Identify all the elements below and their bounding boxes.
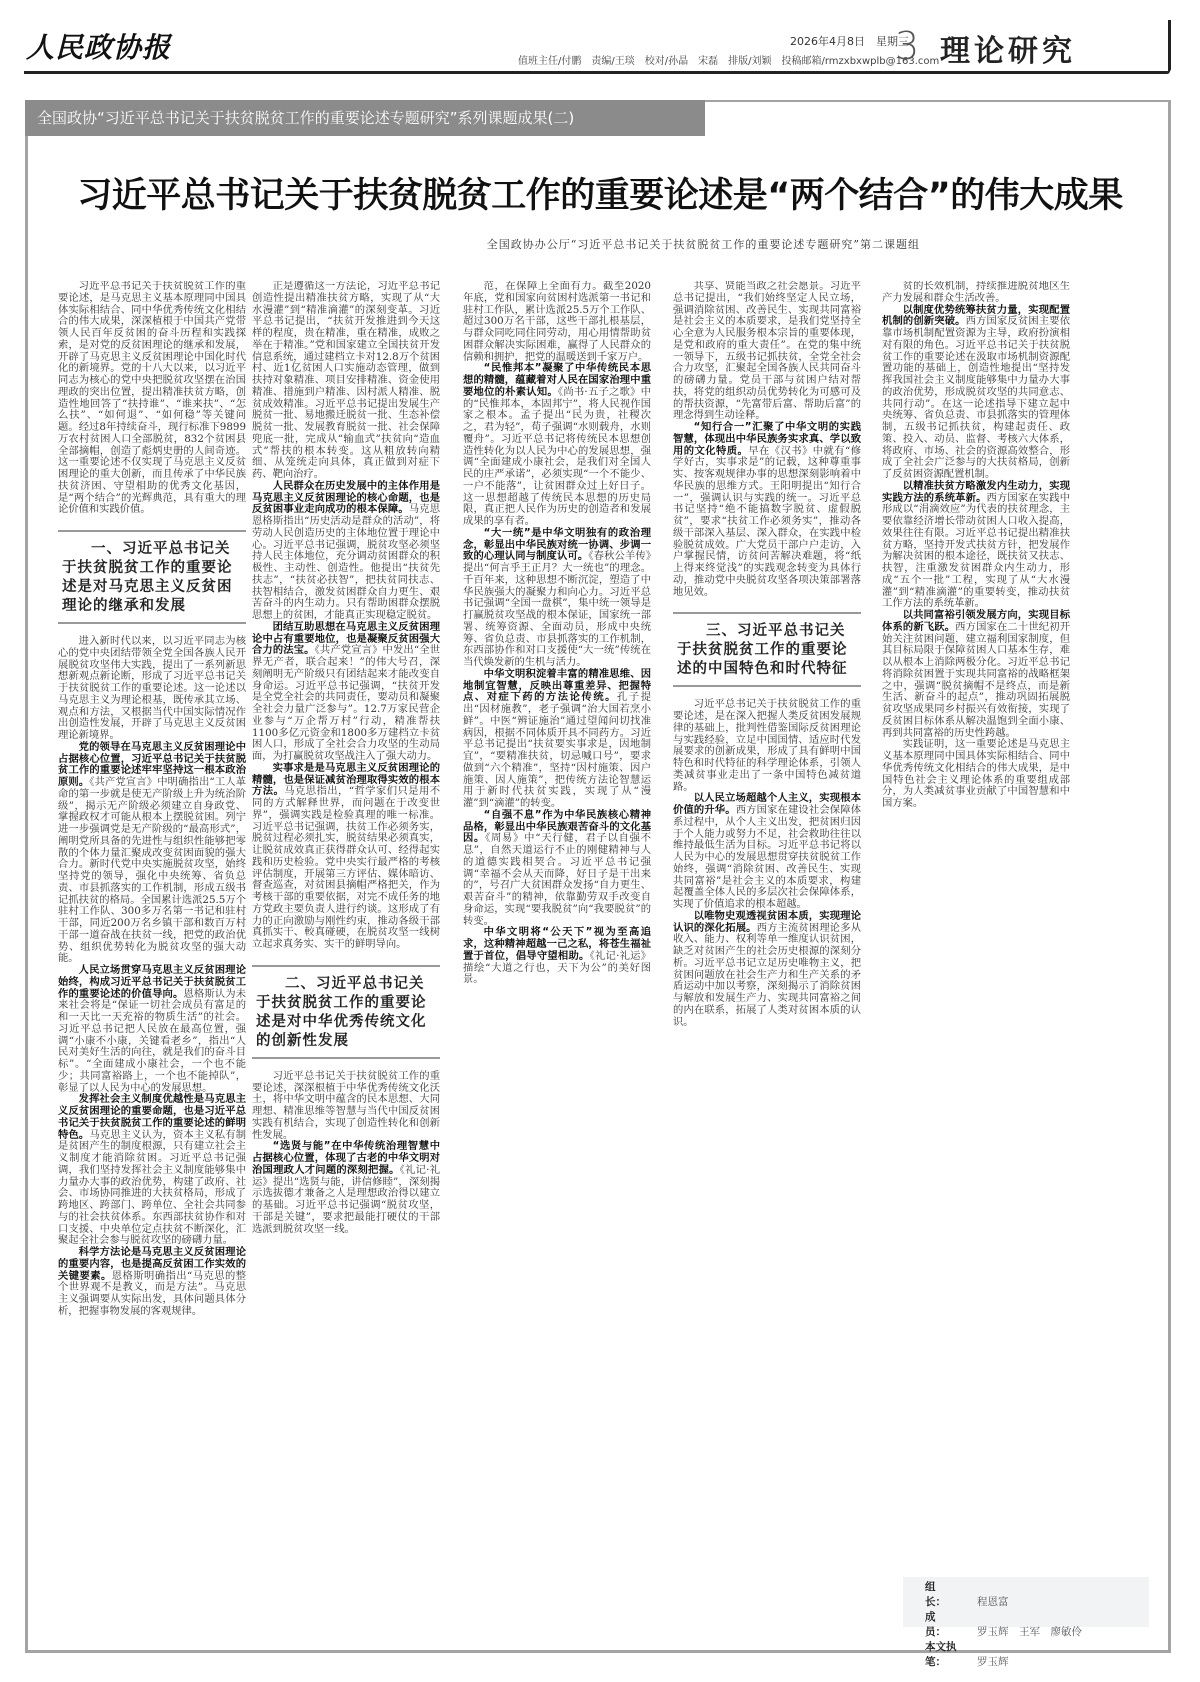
paragraph-text: 西方国家在实践中形成以“涓滴效应”为代表的扶贫理念，主要依靠经济增长带动贫困人口收入提高，效果往往有限。习近平总书记提出精准扶贫方略，坚持开发式扶贫方针，把发展作为解决贫困的根本途径，既扶贫又扶志、扶智，注重激发贫困群众内生动力，形成“五个一批”工程，实现了从“大水漫灌”到“精准滴灌”的重要转变，推动扶贫工作方法的系统革新。 <box>882 491 1070 610</box>
masthead-rule-corner <box>1168 20 1171 72</box>
paragraph-text: 马克思主义认为，资本主义私有制是贫困产生的制度根源，只有建立社会主义制度才能消除贫困。习近平总书记强调，我们坚持发挥社会主义制度能够集中力量办大事的政治优势，构建了政府、社会、市场协同推进的大扶贫格局，形成了跨地区、跨部门、跨单位、全社会共同参与的社会扶贫体系。东西部扶贫协作和对口支援、中央单位定点扶贫不断深化，汇聚起全社会参与脱贫攻坚的磅礴力量。 <box>58 1128 246 1247</box>
paragraph <box>58 1247 246 1318</box>
series-banner: 全国政协“习近平总书记关于扶贫脱贫工作的重要论述专题研究”系列课题成果(二) <box>25 100 705 136</box>
text-column <box>252 281 440 1571</box>
paragraph-text: 《尚书·五子之歌》中的“民惟邦本，本固邦宁”，将人民视作国家之根本。孟子提出“民为贵，社稷次之，君为轻”，荀子强调“水则载舟，水则覆舟”。习近平总书记将传统民本思想创造性转化为以人民为中心的发展思想，强调“全面建成小康社会，是我们对全国人民的庄严承诺”，必须实现“一个不能少、一户不能落”，让贫困群众过上好日子。这一思想超越了传统民本思想的历史局限，真正把人民作为历史的创造者和发展成果的享有者。 <box>463 385 651 527</box>
paragraph <box>673 911 861 1029</box>
paragraph-lead: “自强不息”作为中华民族核心精神品格，彰显出中华民族艰苦奋斗的文化基因。 <box>463 808 651 845</box>
paragraph-lead: 发挥社会主义制度优越性是马克思主义反贫困理论的重要命题，也是习近平总书记关于扶贫脱贫工作的重要论述的鲜明特色。 <box>58 1093 246 1141</box>
credit-label: 组 长： <box>925 1581 957 1608</box>
paragraph-lead: 以制度优势统筹扶贫力量，实现配置机制的创新突破。 <box>882 303 1070 328</box>
section-name: 理论研究 <box>940 34 1076 69</box>
paragraph <box>673 793 861 911</box>
credit-value: 程恩富 <box>977 1596 1009 1608</box>
paragraph-lead: 以精准扶贫方略激发内生动力，实现实践方法的系统革新。 <box>882 479 1070 504</box>
paragraph <box>58 281 246 516</box>
credit-value: 罗玉辉 王军 廖敏伶 <box>977 1626 1082 1638</box>
paragraph-text: 习近平总书记关于扶贫脱贫工作的重要论述，深深根植于中华优秀传统文化沃土，将中华文明中蕴含的民本思想、大同理想、精准思维等智慧与当代中国反贫困实践有机结合，实现了创造性转化和创新性发展。 <box>252 1069 440 1141</box>
paragraph-text: 马克思指出，“哲学家们只是用不同的方式解释世界，而问题在于改变世界”，强调实践是检验真理的唯一标准。习近平总书记强调，扶贫工作必须务实，脱贫过程必须扎实，脱贫结果必须真实，让脱贫成效真正获得群众认可、经得起实践和历史检验。党中央实行最严格的考核评估制度，开展第三方评估、媒体暗访、督查巡查，对贫困县摘帽严格把关，作为考核干部的重要依据，对完不成任务的地方党政主要负责人进行约谈。这形成了有力的正向激励与刚性约束，推动各级干部真抓实干、較真碰硬，在脱贫攻坚一线树立起求真务实、实干的鲜明导向。 <box>252 785 440 950</box>
paragraph <box>252 1141 440 1235</box>
paragraph <box>58 636 246 742</box>
paragraph-lead: “选贤与能”在中华传统治理智慧中占据核心位置，体现了古老的中华文明对治国理政人才问题的深刻把握。 <box>252 1140 440 1176</box>
paragraph-text: 马克思恩格斯指出“历史活动是群众的活动”，将劳动人民创造历史的主体地位置于理论中心。习近平总书记强调，脱贫攻坚必须坚持人民主体地位，充分调动贫困群众的积极性、主动性、创造性。他提出“扶贫先扶志”，“扶贫必扶智”，把扶贫同扶志、扶智相结合，激发贫困群众自力更生、艰苦奋斗的内生动力。只有帮助困群众摆脱思想上的贫困，才能真正实现稳定脱贫。 <box>252 503 440 621</box>
paragraph-text: 西方国家在二十世纪初开始关注贫困问题，建立福利国家制度，但其目标局限于保障贫困人口基本生存，难以从根本上消除两极分化。习近平总书记将消除贫困置于实现共同富裕的战略框架之中，强调“脱贫摘帽不是终点，而是新生活、新奋斗的起点”，推动巩固拓展脱贫攻坚成果同乡村振兴有效衔接，实现了反贫困目标体系从解决温饱到全面小康、再到共同富裕的历史性跨越。 <box>882 620 1070 739</box>
paragraph-text: 西方国家在建设社会保障体系过程中，从个人主义出发，把贫困归因于个人能力或努力不足，社会救助往往以维持最低生活为目标。习近平总书记将以人民为中心的发展思想贯穿扶贫脱贫工作始终，强调“消除贫困、改善民生、实现共同富裕”是社会主义的本质要求，构建起覆盖全体人民的多层次社会保障体系，实现了价值追求的根本超越。 <box>673 804 861 910</box>
paragraph-text: 西方国家反贫困主要依靠市场机制配置资源为主导，政府扮演相对有限的角色。习近平总书记关于扶贫脱贫工作的重要论述在汲取市场机制资源配置功能的基础上，创造性地提出“坚持发挥我国社会主义制度能够集中力量办大事的政治优势，形成脱贫攻坚的共同意志、共同行动”。在这一论述指导下建立起中央统筹、省负总责、市县抓落实的管理体制，五级书记抓扶贫，构建起责任、政策、投入、动员、监督、考核六大体系，将政府、市场、社会的资源高效整合，形成了全社会广泛参与的大扶贫格局，创新了反贫困资源配置机制。 <box>882 315 1070 480</box>
text-column <box>58 281 246 1571</box>
paragraph <box>463 363 651 528</box>
paragraph-lead: 人民群众在历史发展中的主体作用是马克思主义反贫困理论的核心命题，也是反贫困事业走向成功的根本保障。 <box>252 479 440 516</box>
paragraph-text: 习近平总书记关于扶贫脱贫工作的重要论述，是马克思主义基本原理同中国具体实际相结合、同中华优秀传统文化相结合的伟大成果，深深植根于中国共产党带领人民百年反贫困的奋斗历程和实践探索，是对党的反贫困理论的继承和发展，开辟了马克思主义反贫困理论中国化时代化的新境界。党的十八大以来，以习近平同志为核心的党中央把脱贫攻坚摆在治国理政的突出位置，提出精准扶贫方略，创造性地回答了“扶持谁”、“谁来扶”、“怎么扶”、“如何退”、“如何稳”等关键问题。经过8年持续奋斗，现行标准下9899万农村贫困人口全部脱贫，832个贫困县全部摘帽，创造了彪炳史册的人间奇迹。这一重要论述不仅实现了马克思主义反贫困理论的重大创新，而且传承了中华民族扶贫济困、守望相助的优秀文化基因，是“两个结合”的光辉典范，具有重大的理论价值和实践价值。 <box>58 281 246 516</box>
paragraph-lead: 团结互助思想在马克思主义反贫困理论中占有重要地位，也是凝聚反贫困强大合力的法宝。 <box>252 620 440 657</box>
paragraph <box>463 669 651 810</box>
editorial-staff-line: 值班主任/付鹏 责编/王琰 校对/孙晶 宋磊 排版/刘颖 投稿邮箱/rmzxbxwplb@163.com <box>518 56 940 67</box>
paragraph-text: 恩格斯明确指出“马克思的整个世界观不是教义，而是方法”。马克思主义强调要从实际出发，具体问题具体分析，把握事物发展的客观规律。 <box>58 1269 246 1317</box>
paragraph-text: 恩格斯认为未来社会将是“保证一切社会成员有富足的和一天比一天充裕的物质生活”的社会。习近平总书记把人民放在最高位置，强调“小康不小康，关键看老乡”，指出“人民对美好生活的向往，就是我们的奋斗目标”。“全面建成小康社会，一个也不能少；共同富裕路上，一个也不能掉队”，彰显了以人民为中心的发展思想。 <box>58 987 246 1094</box>
section-heading: 一、习近平总书记关于扶贫脱贫工作的重要论述是对马克思主义反贫困理论的继承和发展 <box>58 530 246 624</box>
paragraph-text: 《礼记·礼运》提出“选贤与能，讲信修睦”，深刻揭示选拔德才兼备之人是理想政治得以建立的基础。习近平总书记强调“脱贫攻坚，干部是关键”，要求把最能打硬仗的干部选派到脱贫攻坚一线。 <box>252 1163 440 1235</box>
paragraph-lead: “大一统”是中华文明独有的政治理念，彰显出中华民族对统一协调、步调一致的心理认同与制度认可。 <box>463 526 651 563</box>
paragraph <box>58 742 246 965</box>
credits-box <box>903 1577 1149 1668</box>
paragraph-lead: 中华文明将“公天下”视为至高追求，这种精神超越一己之私，将苍生福祉置于首位，倡导守望相助。 <box>463 926 651 962</box>
credit-line <box>925 1640 1149 1670</box>
paragraph <box>463 927 651 986</box>
paragraph-text: 范，在保障上全面有力。截至2020年底，党和国家向贫困村选派第一书记和驻村工作队，累计选派25.5万个工作队、超过300万名干部，这些干部扎根基层，与群众同吃同住同劳动，用心用情帮助贫困群众解决实际困难，赢得了人民群众的信赖和拥护，把党的温暖送到千家万户。 <box>463 281 651 363</box>
paragraph-text: 共享、贤能当政之社会愿景。习近平总书记提出，“我们始终坚定人民立场，强调消除贫困、改善民生、实现共同富裕是社会主义的本质要求，是我们党坚持全心全意为人民服务根本宗旨的重要体现，是党和政府的重大责任”。在党的集中统一领导下，五级书记抓扶贫，全党全社会合力攻坚，汇聚起全国各族人民共同奋斗的磅礴力量。党员干部与贫困户结对帮扶，将党的组织动员优势转化为可感可及的帮扶资源，“先富带后富、帮助后富”的理念得到生动诠释。 <box>673 281 861 422</box>
credit-label: 成 员： <box>925 1611 957 1638</box>
paragraph <box>673 699 861 793</box>
paragraph-text: 《周易》中“天行健，君子以自强不息”，自然天道运行不止的刚健精神与人的道德实践相契合。习近平总书记强调“幸福不会从天而降，好日子是干出来的”，号召广大贫困群众发扬“自力更生、艰苦奋斗”的精神，依靠勤劳双手改变自身命运，实现“要我脱贫”向“我要脱贫”的转变。 <box>463 832 651 927</box>
paragraph <box>252 1071 440 1142</box>
paragraph-text: 《春秋公羊传》提出“何言乎王正月？大一统也”的理念。千百年来，这种思想不断沉淀，塑造了中华民族强大的凝聚力和向心力。习近平总书记强调“全国一盘棋”，集中统一领导是打赢脱贫攻坚战的根本保证，国家统一部署、统筹资源、全面动员，形成中央统筹、省负总责、市县抓落实的工作机制，东西部协作和对口支援使“大一统”传统在当代焕发新的生机与活力。 <box>463 550 651 668</box>
paragraph-lead: “知行合一”汇聚了中华文明的实践智慧，体现出中华民族务实求真、学以致用的文化特质。 <box>673 421 861 457</box>
paragraph <box>252 622 440 763</box>
credit-value: 罗玉辉 <box>977 1656 1009 1668</box>
paragraph-text: 《共产党宣言》中明确指出“工人革命的第一步就是使无产阶级上升为统治阶级”，揭示无产阶级必须建立自身政党、掌握政权才可能从根本上摆脱贫困。列宁进一步强调党是无产阶级的“最高形式”，阐明党所具备的先进性与组织性能够把零散的个体力量汇聚成改变贫困面貌的强大合力。新时代党中央实施脱贫攻坚，始终坚持党的领导，强化中央统筹、省负总责、市县抓落实的工作机制，形成五级书记抓扶贫的格局。全国累计选派25.5万个驻村工作队、300多万名第一书记和驻村干部，同近200万名乡镇干部和数百万村干部一道奋战在扶贫一线，把党的政治优势、组织优势转化为脱贫攻坚的强大动能。 <box>58 776 246 965</box>
paragraph-text: 贫的长效机制，持续推进脱贫地区生产力发展和群众生活改善。 <box>882 281 1070 304</box>
paragraph-lead: 以共同富裕引领发展方向，实现目标体系的新飞跃。 <box>882 609 1070 633</box>
paragraph-text: 《共产党宣言》中发出“全世界无产者，联合起来！”的伟大号召，深刻阐明无产阶级只有团结起来才能改变自身命运。习近平总书记强调，“扶贫开发是全党全社会的共同责任，要动员和凝聚全社会力量广泛参与”。12.7万家民营企业参与“万企帮万村”行动，精准帮扶1100多亿元资金和1800多万建档立卡贫困人口，形成了全社会合力攻坚的生动局面，为打赢脱贫攻坚战注入了强大动力。 <box>252 644 440 762</box>
paragraph <box>252 763 440 951</box>
text-column <box>463 281 651 1571</box>
paragraph-lead: 党的领导在马克思主义反贫困理论中占据核心位置，习近平总书记关于扶贫脱贫工作的重要论述牢牢坚持这一根本政治原则。 <box>58 740 246 788</box>
credit-line <box>925 1580 1149 1610</box>
credit-line <box>925 1610 1149 1640</box>
paragraph <box>882 281 1070 305</box>
paragraph-text: 《礼记·礼运》描绘“大道之行也，天下为公”的美好图景。 <box>463 949 651 986</box>
paragraph <box>58 965 246 1094</box>
paragraph-text: 实践证明，这一重要论述是马克思主义基本原理同中国具体实际相结合、同中华优秀传统文化相结合的伟大成果，是中国特色社会主义理论体系的重要组成部分，为人类减贫事业贡献了中国智慧和中国方案。 <box>882 738 1070 809</box>
paragraph-text: 孔子提出“因材施教”，老子强调“治大国若烹小鲜”。中医“辨证施治”通过望闻问切找准病因，根据不同体质开具不同药方。习近平总书记提出“扶贫要实事求是，因地制宜”，“要精准扶贫，切忌喊口号”，要求做到“六个精准”，坚持“因村施策、因户施策、因人施策”，把传统方法论智慧运用于新时代扶贫实践，实现了从“漫灌”到“滴灌”的转变。 <box>463 691 651 809</box>
paragraph-lead: 中华文明积淀着丰富的精准思维、因地制宜智慧，反映出尊重差异、把握特点、对症下药的方法论传统。 <box>463 667 651 704</box>
paragraph <box>882 481 1070 610</box>
paragraph <box>252 281 440 481</box>
article-title: 习近平总书记关于扶贫脱贫工作的重要论述是“两个结合”的伟大成果 <box>77 176 1123 216</box>
paragraph-lead: “民惟邦本”凝聚了中华传统民本思想的精髓，蕴藏着对人民在国家治理中重要地位的朴素认知。 <box>463 362 651 398</box>
paragraph <box>463 810 651 928</box>
paragraph <box>673 422 861 598</box>
paragraph-text: 西方主流贫困理论多从收入、能力、权利等单一维度认识贫困，缺乏对贫困产生的社会历史根源的深刻分析。习近平总书记立足历史唯物主义，把贫困问题放在社会生产力和生产关系的矛盾运动中加以考察，深刻揭示了消除贫困与解放和发展生产力、实现共同富裕之间的内在联系，拓展了人类对贫困本质的认识。 <box>673 921 861 1028</box>
paragraph <box>882 739 1070 810</box>
issue-date: 2026年4月8日 星期三 <box>790 35 909 48</box>
paragraph-text: 进入新时代以来，以习近平同志为核心的党中央团结带领全党全国各族人民开展脱贫攻坚伟大实践，提出了一系列新思想新观点新论断，形成了习近平总书记关于扶贫脱贫工作的重要论述。这一论述以马克思主义为理论根基，既传承其立场、观点和方法，又根据当代中国实际情况作出创造性发展，开辟了马克思主义反贫困理论新境界。 <box>58 635 246 741</box>
paragraph-text: 早在《汉书》中就有“修学好古，实事求是”的记载，这种尊重事实、按客观规律办事的思想深刻影响着中华民族的思维方式。王阳明提出“知行合一”，强调认识与实践的统一。习近平总书记坚持“绝不能搞数字脱贫、虚假脱贫”，要求“扶贫工作必须务实”，推动各级干部深入基层、深入群众，在实践中检验脱贫成效。广大党员干部户户走访，入户掌握民情，访贫问苦解决难题，将“纸上得来终觉浅”的实践观念转变为具体行动，推动党中央脱贫攻坚各项决策部署落地见效。 <box>673 444 861 598</box>
text-column <box>882 281 1070 1571</box>
paragraph <box>252 481 440 622</box>
credit-label: 本文执笔： <box>925 1641 957 1668</box>
section-heading: 二、习近平总书记关于扶贫脱贫工作的重要论述是对中华优秀传统文化的创新性发展 <box>252 965 440 1059</box>
text-column <box>673 281 861 1571</box>
masthead-rule <box>24 71 1170 74</box>
newspaper-logo: 人民政协报 <box>26 31 172 64</box>
paragraph-lead: 科学方法论是马克思主义反贫困理论的重要内容，也是提高反贫困工作实效的关键要素。 <box>58 1246 246 1282</box>
paragraph-lead: 以唯物史观透视贫困本质，实现理论认识的深化拓展。 <box>673 909 861 934</box>
section-heading: 三、习近平总书记关于扶贫脱贫工作的重要论述的中国特色和时代特征 <box>673 612 861 687</box>
paragraph <box>58 1094 246 1247</box>
paragraph <box>882 610 1070 739</box>
paragraph-text: 正是遵循这一方法论，习近平总书记创造性提出精准扶贫方略，实现了从“大水漫灌”到“精准滴灌”的深刻变革。习近平总书记提出，“扶贫开发推进到今天这样的程度，贵在精准，重在精准，成败之举在于精准。”党和国家建立全国扶贫开发信息系统，通过建档立卡对12.8万个贫困村、近1亿贫困人口实施动态管理，做到扶持对象精准、项目安排精准、资金使用精准、措施到户精准、因村派人精准、脱贫成效精准。习近平总书记提出发展生产脱贫一批、易地搬迁脱贫一批、生态补偿脱贫一批、发展教育脱贫一批、社会保障兜底一批，完成从“输血式”扶贫向“造血式”帮扶的根本转变。这从粗放转向精细、从笼统走向具体，真正做到对症下药、靶向治疗。 <box>252 281 440 480</box>
paragraph <box>673 281 861 422</box>
paragraph-lead: 实事求是是马克思主义反贫困理论的精髓，也是保证减贫治理取得实效的根本方法。 <box>252 761 440 798</box>
paragraph <box>882 305 1070 481</box>
paragraph <box>463 281 651 363</box>
paragraph-lead: 以人民立场超越个人主义，实现根本价值的升华。 <box>673 792 861 816</box>
paragraph-lead: 人民立场贯穿马克思主义反贫困理论始终，构成习近平总书记关于扶贫脱贫工作的重要论述的价值导向。 <box>58 964 246 1000</box>
paragraph <box>463 528 651 669</box>
paragraph-text: 习近平总书记关于扶贫脱贫工作的重要论述，是在深入把握人类反贫困发展规律的基础上，批判性借鉴国际反贫困理论与实践经验，立足中国国情、适应时代发展要求的创新成果，形成了具有鲜明中国特色和时代特征的科学理论体系，引领人类减贫事业走出了一条中国特色减贫道路。 <box>673 698 861 793</box>
article-byline: 全国政协办公厅“习近平总书记关于扶贫脱贫工作的重要论述专题研究”第二课题组 <box>486 238 920 251</box>
page-number: 3 <box>895 24 920 68</box>
